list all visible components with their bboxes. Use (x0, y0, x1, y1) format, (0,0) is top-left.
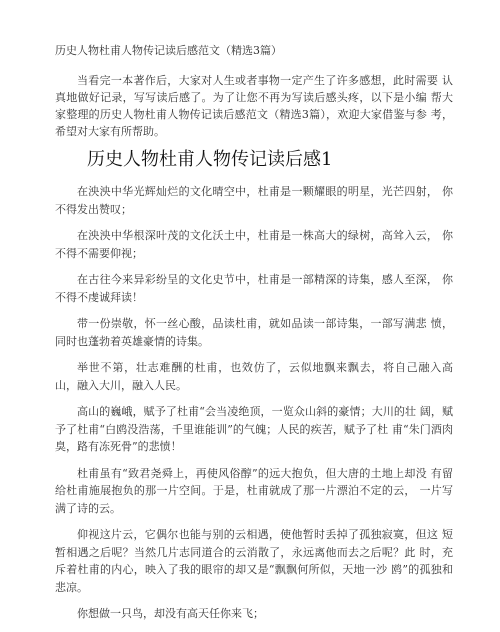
paragraph: 举世不第，壮志难酬的杜甫，也效仿了，云似地飘来飘去，将自己融入高 山，融入大川，融入人民。 (55, 361, 453, 392)
paragraph: 在泱泱中华根深叶茂的文化沃土中，杜甫是一株高大的绿树，高耸入云， 你不得不需要仰视； (55, 229, 453, 260)
paragraph: 带一份崇敬，怀一丝心酸，品读杜甫，就如品读一部诗集，一部写满悲 愤，同时也蓬勃着英雄豪情的诗集。 (55, 317, 453, 348)
body-text (55, 183, 453, 632)
paragraph: 仰视这片云，它偶尔也能与别的云相遇，使他暂时丢掉了孤独寂寞，但这 短暂相遇之后呢？当然几片志同道合的云消散了，永远离他而去之后呢？此 时，充斥着杜甫的内心，映入了我的眼帘的却又是“飘飘何所似，天地一沙 鸥”的孤独和悲凉。 (55, 528, 453, 594)
intro-paragraph: 当看完一本著作后，大家对人生或者事物一定产生了许多感想，此时需要 认真地做好记录，写写读后感了。为了让您不再为写读后感头疼，以下是小编 帮大家整理的历史人物杜甫人物传记读后感范文（精选3篇），欢迎大家借鉴与参 考，希望对大家有所帮助。 (55, 74, 453, 138)
paragraph: 杜甫虽有“致君尧舜上，再使风俗醇”的远大抱负，但大唐的土地上却没 有留给杜甫施展抱负的那一片空间。于是，杜甫就成了那一片漂泊不定的云， 一片写满了诗的云。 (55, 466, 453, 515)
section-heading: 历史人物杜甫人物传记读后感1 (87, 149, 333, 170)
paragraph: 在古往今来异彩纷呈的文化史节中，杜甫是一部精深的诗集，感人至深， 你不得不虔诚拜读！ (55, 273, 453, 304)
paragraph: 高山的巍峨，赋予了杜甫“会当凌绝顶，一览众山斜的豪情；大川的壮 阔，赋予了杜甫“白鸥没浩荡，千里谁能训”的气魄；人民的疾苦，赋予了杜 甫“朱门酒肉臭，路有冻死骨”的悲愤！ (55, 405, 453, 453)
paragraph: 在泱泱中华光辉灿烂的文化晴空中，杜甫是一颗耀眼的明星，光芒四射， 你不得发出赞叹； (55, 185, 453, 216)
paragraph: 你想做一只鸟，却没有高天任你来飞； (77, 607, 264, 620)
document-title: 历史人物杜甫人物传记读后感范文（精选3篇） (55, 44, 282, 57)
